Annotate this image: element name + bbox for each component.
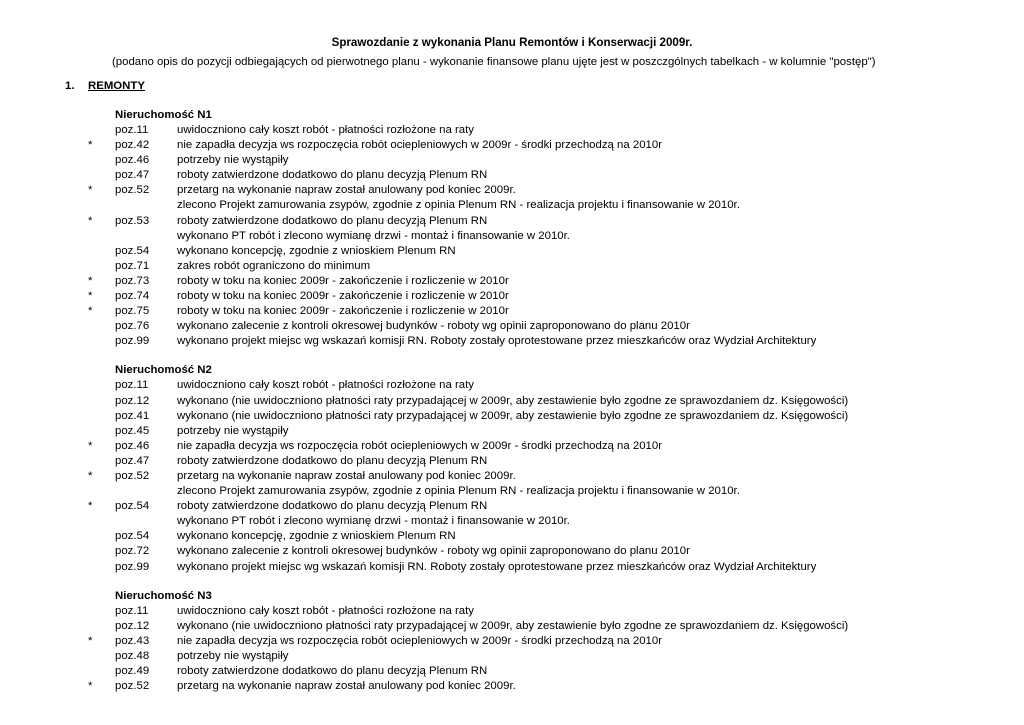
row-marker: * [88,680,93,693]
row-description: nie zapadła decyzja ws rozpoczęcia robót ociepleniowych w 2009r - środki przechodzą na 2010r [177,439,663,452]
row-description: wykonano projekt miejsc wg wskazań komisji RN. Roboty zostały oprotestowane przez mieszkańców oraz Wydział Architektury [177,335,817,348]
row-description: potrzeby nie wystąpiły [177,424,289,437]
report-row [0,560,1024,575]
row-description: wykonano (nie uwidoczniono płatności raty przypadającej w 2009r, aby zestawienie było zgodne ze sprawozdaniem dz. Księgowości) [177,619,849,632]
property-spacer [0,575,1024,589]
row-description: roboty zatwierdzone dodatkowo do planu decyzją Plenum RN [177,500,488,513]
row-description: wykonano zalecenie z kontroli okresowej budynków - roboty wg opinii zaproponowano do planu 2010r [177,545,690,558]
row-description: roboty zatwierdzone dodatkowo do planu decyzją Plenum RN [177,169,488,182]
row-marker: * [88,184,93,197]
row-position: poz.47 [115,169,150,182]
row-description: nie zapadła decyzja ws rozpoczęcia robót ociepleniowych w 2009r - środki przechodzą na 2010r [177,139,663,152]
report-row [0,153,1024,168]
property-heading: Nieruchomość N2 [115,364,212,377]
report-row [0,244,1024,259]
row-position: poz.74 [115,290,150,303]
row-position: poz.45 [115,424,150,437]
property-heading: Nieruchomość N1 [115,109,212,121]
report-row [0,514,1024,529]
report-row [0,439,1024,454]
report-row [0,198,1024,213]
row-description: przetarg na wykonanie napraw został anulowany pod koniec 2009r. [177,469,516,482]
row-description: wykonano koncepcję, zgodnie z wnioskiem Plenum RN [177,530,456,543]
report-row [0,259,1024,274]
row-description: zakres robót ograniczono do minimum [177,259,371,272]
row-description: przetarg na wykonanie napraw został anulowany pod koniec 2009r. [177,680,516,693]
report-row [0,394,1024,409]
section-number: 1. [65,80,75,92]
row-position: poz.72 [115,545,150,558]
row-position: poz.43 [115,634,150,647]
row-marker: * [88,139,93,152]
report-row [0,424,1024,439]
row-marker: * [88,305,93,318]
report-row [0,183,1024,198]
row-position: poz.12 [115,619,150,632]
row-description: wykonano projekt miejsc wg wskazań komisji RN. Roboty zostały oprotestowane przez mieszkańców oraz Wydział Architektury [177,560,817,573]
report-row [0,679,1024,694]
report-row [0,229,1024,244]
document-title: Sprawozdanie z wykonania Planu Remontów i Konserwacji 2009r. [331,36,693,49]
report-row [0,214,1024,229]
row-position: poz.12 [115,394,150,407]
row-description: roboty w toku na koniec 2009r - zakończenie i rozliczenie w 2010r [177,305,509,318]
report-row [0,499,1024,514]
row-description: zlecono Projekt zamurowania zsypów, zgodnie z opinia Plenum RN - realizacja projektu i finansowanie w 2010r. [177,485,740,498]
report-row [0,484,1024,499]
report-row [0,138,1024,153]
document-subtitle: (podano opis do pozycji odbiegających od pierwotnego planu - wykonanie finansowe planu ujęte jest w poszczgólnych tabelkach - w kolumnie "postęp") [112,56,876,68]
property-block [0,363,1024,574]
row-description: roboty zatwierdzone dodatkowo do planu decyzją Plenum RN [177,214,488,227]
row-description: potrzeby nie wystąpiły [177,154,289,167]
row-marker: * [88,469,93,482]
report-row [0,664,1024,679]
property-block [0,108,1024,349]
row-position: poz.76 [115,320,150,333]
property-heading: Nieruchomość N3 [115,589,212,602]
row-description: nie zapadła decyzja ws rozpoczęcia robót ociepleniowych w 2009r - środki przechodzą na 2010r [177,634,663,647]
row-position: poz.54 [115,500,150,513]
row-description: uwidoczniono cały koszt robót - płatności rozłożone na raty [177,604,474,617]
section-heading-remonty [65,80,145,92]
row-position: poz.99 [115,560,150,573]
report-row [0,274,1024,289]
row-position: poz.11 [115,124,149,136]
row-position: poz.54 [115,244,150,257]
row-description: roboty zatwierdzone dodatkowo do planu decyzją Plenum RN [177,454,488,467]
row-description: wykonano zalecenie z kontroli okresowej budynków - roboty wg opinii zaproponowano do planu 2010r [177,320,690,333]
report-row [0,319,1024,334]
row-description: roboty w toku na koniec 2009r - zakończenie i rozliczenie w 2010r [177,274,509,287]
row-position: poz.47 [115,454,150,467]
section-label: REMONTY [88,80,145,92]
row-position: poz.11 [115,379,149,392]
row-position: poz.11 [115,604,149,617]
row-position: poz.41 [115,409,150,422]
row-description: wykonano koncepcję, zgodnie z wnioskiem Plenum RN [177,244,456,257]
row-description: wykonano (nie uwidoczniono płatności raty przypadającej w 2009r, aby zestawienie było zgodne ze sprawozdaniem dz. Księgowości) [177,394,849,407]
report-row [0,123,1024,138]
report-row [0,649,1024,664]
row-position: poz.46 [115,439,150,452]
row-position: poz.54 [115,530,150,543]
row-marker: * [88,290,93,303]
report-row [0,544,1024,559]
row-description: roboty zatwierdzone dodatkowo do planu decyzją Plenum RN [177,665,488,677]
row-position: poz.75 [115,305,150,318]
property-block [0,589,1024,695]
report-row [0,634,1024,649]
report-row [0,378,1024,393]
row-description: przetarg na wykonanie napraw został anulowany pod koniec 2009r. [177,184,516,197]
row-position: poz.48 [115,649,150,662]
row-position: poz.46 [115,154,150,167]
row-position: poz.52 [115,184,150,197]
report-row [0,304,1024,319]
row-description: zlecono Projekt zamurowania zsypów, zgodnie z opinia Plenum RN - realizacja projektu i finansowanie w 2010r. [177,199,740,212]
row-marker: * [88,439,93,452]
row-marker: * [88,500,93,513]
row-position: poz.42 [115,139,150,152]
report-row [0,604,1024,619]
report-row [0,289,1024,304]
row-position: poz.71 [115,259,150,272]
report-row [0,529,1024,544]
report-row [0,469,1024,484]
report-row [0,409,1024,424]
report-row [0,454,1024,469]
row-description: roboty w toku na koniec 2009r - zakończenie i rozliczenie w 2010r [177,290,509,303]
row-position: poz.52 [115,680,150,693]
row-description: uwidoczniono cały koszt robót - płatności rozłożone na raty [177,124,474,136]
row-position: poz.49 [115,665,150,677]
row-position: poz.53 [115,214,150,227]
properties-list [0,108,1024,694]
row-marker: * [88,274,93,287]
row-description: wykonano (nie uwidoczniono płatności raty przypadającej w 2009r, aby zestawienie było zgodne ze sprawozdaniem dz. Księgowości) [177,409,849,422]
row-position: poz.52 [115,469,150,482]
row-marker: * [88,634,93,647]
row-description: potrzeby nie wystąpiły [177,649,289,662]
report-row [0,168,1024,183]
row-description: wykonano PT robót i zlecono wymianę drzwi - montaż i finansowanie w 2010r. [177,229,570,242]
row-description: uwidoczniono cały koszt robót - płatności rozłożone na raty [177,379,474,392]
row-description: wykonano PT robót i zlecono wymianę drzwi - montaż i finansowanie w 2010r. [177,515,570,528]
row-marker: * [88,214,93,227]
report-row [0,619,1024,634]
row-position: poz.99 [115,335,150,348]
report-row [0,334,1024,349]
property-spacer [0,349,1024,363]
row-position: poz.73 [115,274,150,287]
